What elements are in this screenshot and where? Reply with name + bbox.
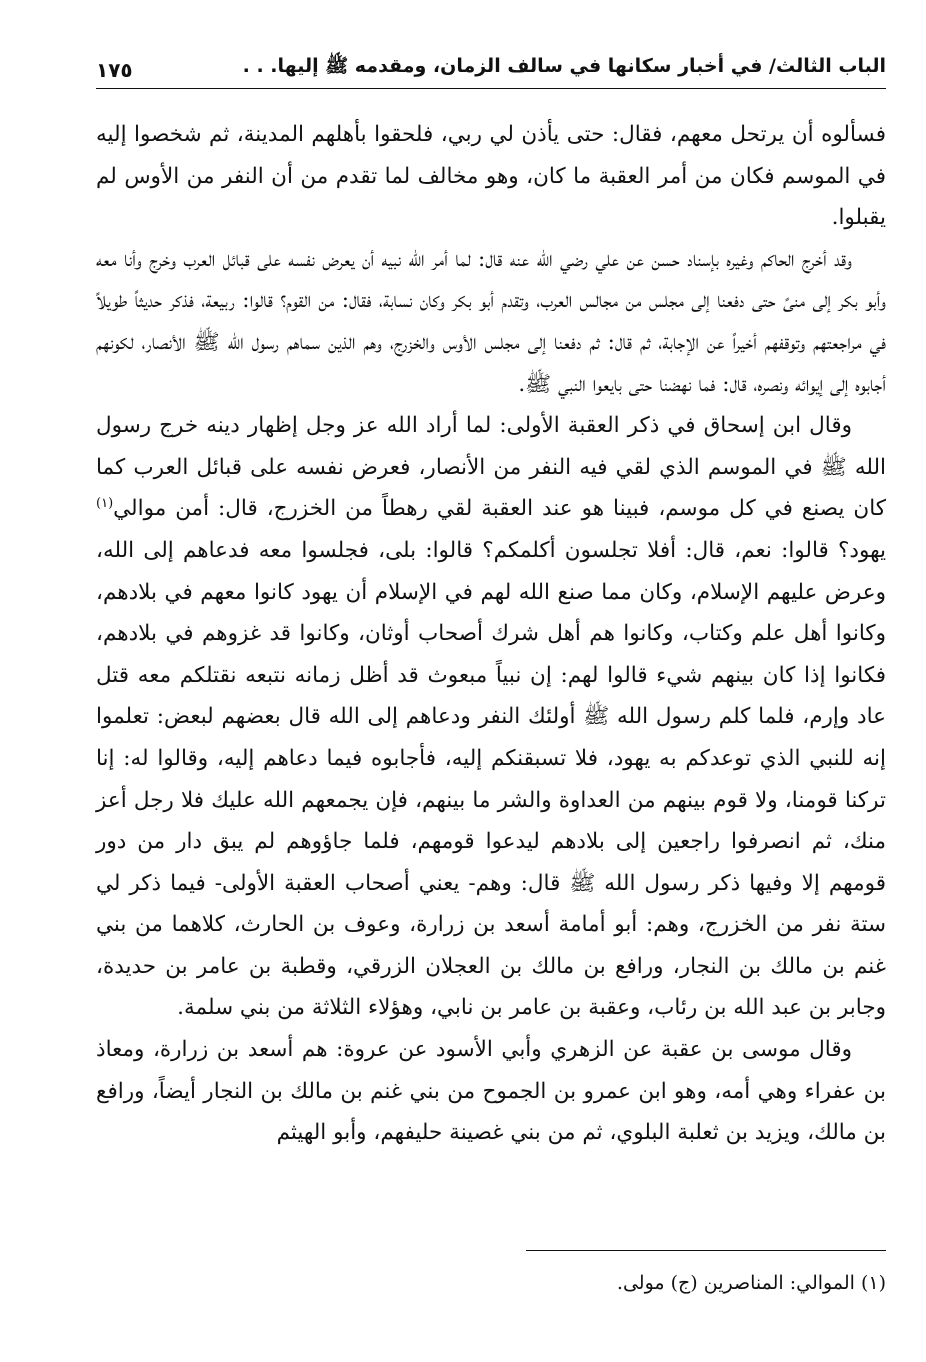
footnote-reference[interactable]: (١) xyxy=(96,496,114,512)
footnote: (١) الموالي: المناصرين (ج) مولى. xyxy=(616,1272,886,1294)
chapter-title: الباب الثالث/ في أخبار سكانها في سالف الزمان، ومقدمه ﷺ إليها. . . xyxy=(242,55,886,77)
paragraph-3-part-1: وقال ابن إسحاق في ذكر العقبة الأولى: لما أراد الله عز وجل إظهار دينه خرج رسول الله ﷺ في الموسم الذي لقي فيه النفر من الأنصار، فعرض نفسه على قبائل العرب كما كان يصنع في كل موسم، فبينا هو عند العقبة لقي رهطاً من الخزرج، قال: أمن موالي xyxy=(96,413,886,522)
page-number: ١٧٥ xyxy=(96,58,133,82)
footnote-divider xyxy=(526,1250,886,1251)
body-text xyxy=(96,114,886,1154)
paragraph-4: وقال موسى بن عقبة عن الزهري وأبي الأسود عن عروة: هم أسعد بن زرارة، ومعاذ بن عفراء وهي أمه، وهو ابن عمرو بن الجموح من بني غنم بن مالك بن النجار أيضاً، ورافع بن مالك، ويزيد بن ثعلبة البلوي، ثم من بني غصينة حليفهم، وأبو الهيثم xyxy=(96,1037,886,1146)
paragraph-1: فسألوه أن يرتحل معهم، فقال: حتى يأذن لي ربي، فلحقوا بأهلهم المدينة، ثم شخصوا إليه في الموسم فكان من أمر العقبة ما كان، وهو مخالف لما تقدم من أن النفر من الأوس لم يقبلوا. xyxy=(96,122,886,231)
paragraph-3-part-2: يهود؟ قالوا: نعم، قال: أفلا تجلسون أكلمكم؟ قالوا: بلى، فجلسوا معه فدعاهم إلى الله، وعرض عليهم الإسلام، وكان مما صنع الله لهم في الإسلام أن يهود كانوا معهم في بلادهم، وكانوا أهل علم وكتاب، وكانوا هم أهل شرك أصحاب أوثان، وكانوا قد غزوهم في بلادهم، فكانوا إذا كان بينهم شيء قالوا لهم: إن نبياً مبعوث قد أظل زمانه نتبعه نقتلكم معه قتل عاد وإرم، فلما كلم رسول الله ﷺ أولئك النفر ودعاهم إلى الله قال بعضهم لبعض: تعلموا إنه للنبي الذي توعدكم به يهود، فلا تسبقنكم إليه، فأجابوه فيما دعاهم إليه، وقالوا له: إنا تركنا قومنا، ولا قوم بينهم من العداوة والشر ما بينهم، فإن يجمعهم الله عليك فلا رجل أعز منك، ثم انصرفوا راجعين إلى بلادهم ليدعوا قومهم، فلما جاؤوهم لم يبق دار من دور قومهم إلا وفيها ذكر رسول الله ﷺ قال: وهم- يعني أصحاب العقبة الأولى- فيما ذكر لي ستة نفر من الخزرج، وهم: أبو أمامة أسعد بن زرارة، وعوف بن الحارث، كلاهما من بني غنم بن مالك بن النجار، ورافع بن مالك بن العجلان الزرقي، وقطبة بن عامر بن حديدة، وجابر بن عبد الله بن رئاب، وعقبة بن عامر بن نابي، وهؤلاء الثلاثة من بني سلمة. xyxy=(96,537,886,1021)
paragraph-2: وقد أخرج الحاكم وغيره بإسناد حسن عن علي رضي الله عنه قال: لما أمر الله نبيه أن يعرض نفسه على قبائل العرب وخرج وأنا معه وأبو بكر إلى منىً حتى دفعنا إلى مجلس من مجالس العرب، وتقدم أبو بكر وكان نسابة، فقال: من القوم؟ قالوا: ربيعة، فذكر حديثاً طويلاً في مراجعتهم وتوقفهم أخيراً عن الإجابة، ثم قال: ثم دفعنا إلى مجلس الأوس والخزرج، وهم الذين سماهم رسول الله ﷺ الأنصار، لكونهم أجابوه إلى إيوائه ونصره، قال: فما نهضنا حتى بايعوا النبي ﷺ. xyxy=(96,246,886,397)
paragraph-3 xyxy=(96,405,886,1029)
running-header xyxy=(96,38,886,89)
